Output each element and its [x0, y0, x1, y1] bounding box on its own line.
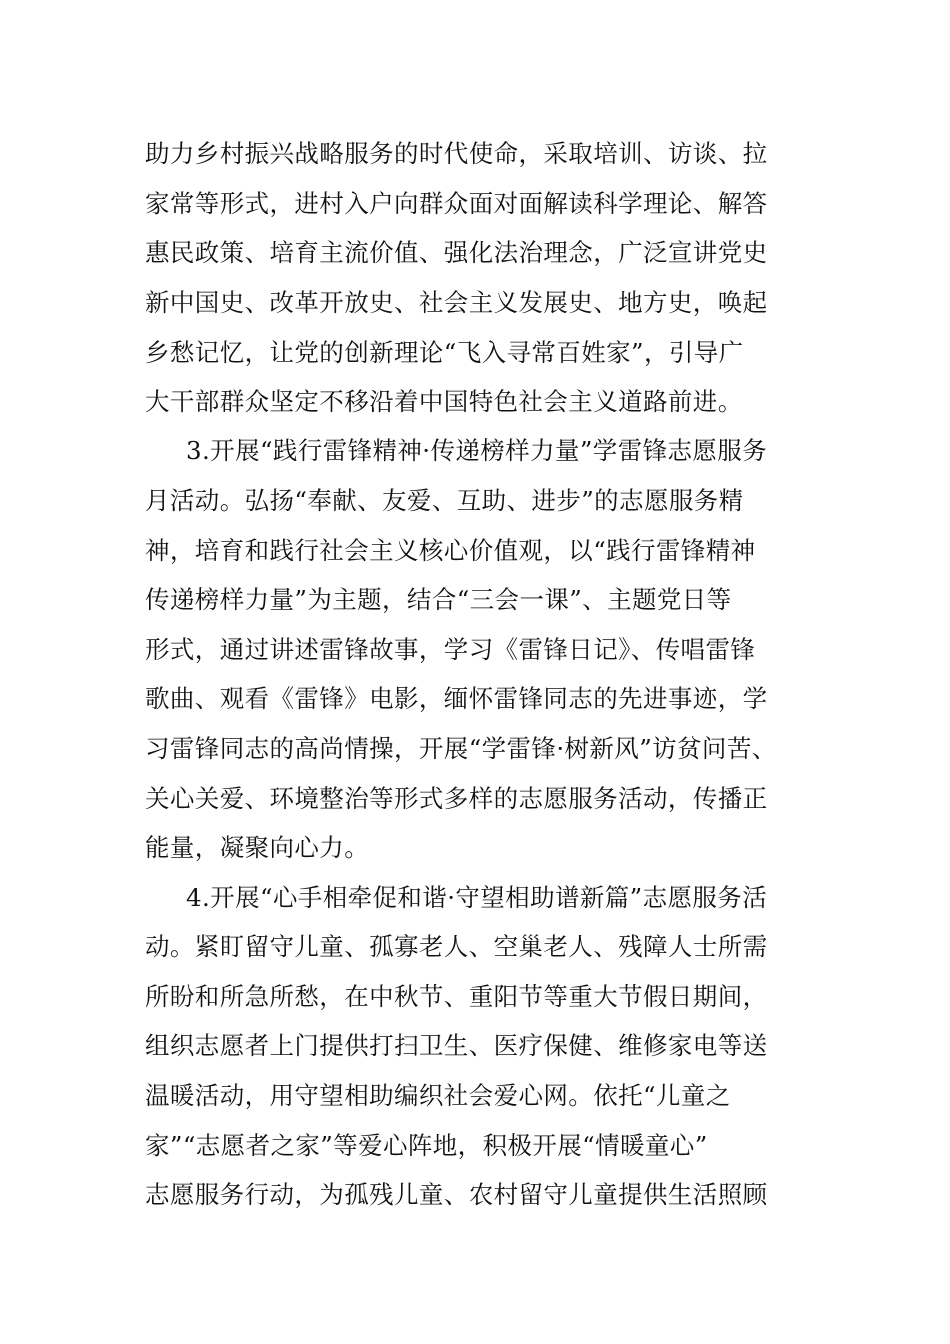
text-line: 家常等形式，进村入户向群众面对面解读科学理论、解答: [145, 189, 768, 218]
text-line: 形式，通过讲述雷锋故事，学习《雷锋日记》、传唱雷锋: [145, 635, 756, 664]
paragraph-4-first-line: 4.开展“心手相牵促和谐·守望相助谱新篇”志愿服务活: [186, 883, 768, 912]
text-line: 新中国史、改革开放史、社会主义发展史、地方史，唤起: [145, 288, 768, 317]
text-line: 歌曲、观看《雷锋》电影，缅怀雷锋同志的先进事迹，学: [145, 684, 768, 713]
text-line: 温暖活动，用守望相助编织社会爱心网。依托“儿童之: [145, 1081, 731, 1110]
text-line: 能量，凝聚向心力。: [145, 833, 370, 862]
text-line: 助力乡村振兴战略服务的时代使命，采取培训、访谈、拉: [145, 139, 768, 168]
text-line: 惠民政策、培育主流价值、强化法治理念，广泛宣讲党史: [145, 238, 768, 267]
text-line: 大干部群众坚定不移沿着中国特色社会主义道路前进。: [145, 387, 743, 416]
text-line: 家”“志愿者之家”等爱心阵地，积极开展“情暖童心”: [145, 1131, 708, 1160]
text-line: 组织志愿者上门提供打扫卫生、医疗保健、维修家电等送: [145, 1031, 768, 1060]
text-line: 习雷锋同志的高尚情操，开展“学雷锋·树新风”访贫问苦、: [145, 734, 777, 763]
text-line: 乡愁记忆，让党的创新理论“飞入寻常百姓家”，引导广: [145, 338, 744, 367]
text-line: 关心关爱、环境整治等形式多样的志愿服务活动，传播正: [145, 784, 768, 813]
text-line: 志愿服务行动，为孤残儿童、农村留守儿童提供生活照顾: [145, 1180, 768, 1209]
text-line: 传递榜样力量”为主题，结合“三会一课”、主题党日等: [145, 585, 732, 614]
text-line: 所盼和所急所愁，在中秋节、重阳节等重大节假日期间，: [145, 982, 768, 1011]
text-line: 神，培育和践行社会主义核心价值观，以“践行雷锋精神: [145, 536, 756, 565]
paragraph-3-first-line: 3.开展“践行雷锋精神·传递榜样力量”学雷锋志愿服务: [186, 436, 768, 465]
text-line: 月活动。弘扬“奉献、友爱、互助、进步”的志愿服务精: [145, 486, 744, 515]
text-line: 动。紧盯留守儿童、孤寡老人、空巢老人、残障人士所需: [145, 932, 768, 961]
